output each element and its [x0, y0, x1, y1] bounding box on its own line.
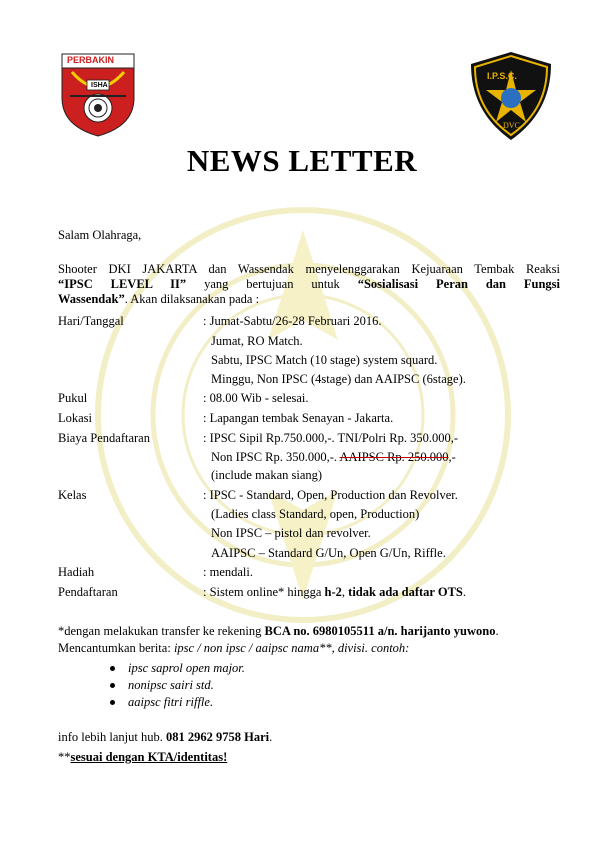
kelas-label: Kelas: [58, 488, 87, 502]
kelas-value: : IPSC - Standard, Open, Production dan Revolver.: [203, 488, 458, 502]
page-title: NEWS LETTER: [186, 143, 418, 178]
hari-extra-3: Minggu, Non IPSC (4stage) dan AAIPSC (6stage).: [211, 372, 466, 386]
intro-line-1: Shooter DKI JAKARTA dan Wassendak menyelenggarakan Kejuaraan Tembak Reaksi: [58, 262, 560, 276]
hadiah-label: Hadiah: [58, 565, 95, 579]
example-list: [110, 660, 245, 711]
dvc-mark-text: DVC: [503, 121, 520, 130]
greeting: Salam Olahraga,: [58, 228, 142, 242]
bullet-icon: [110, 666, 115, 671]
ipsc-logo-text: I.P.S.C.: [487, 71, 517, 81]
identity-note: **sesuai dengan KTA/identitas!: [58, 750, 228, 764]
perbakin-logo-text: PERBAKIN: [67, 55, 115, 65]
kelas-extra-3: AAIPSC – Standard G/Un, Open G/Un, Riffle.: [211, 546, 446, 560]
intro-line-2: “IPSC LEVEL II” yang bertujuan untuk “Sosialisasi Peran dan Fungsi: [58, 277, 561, 291]
pukul-value: : 08.00 Wib - selesai.: [203, 391, 309, 405]
info-contact: info lebih lanjut hub. 081 2962 9758 Hari.: [58, 730, 273, 744]
pukul-label: Pukul: [58, 391, 88, 405]
biaya-extra-1: Non IPSC Rp. 350.000,-. AAIPSC Rp. 250.000,-: [211, 450, 456, 464]
berita-note: Mencantumkan berita: ipsc / non ipsc / aaipsc nama**, divisi. contoh:: [58, 641, 410, 655]
kelas-extra-2: Non IPSC – pistol dan revolver.: [211, 526, 371, 540]
list-item: aaipsc fitri riffle.: [110, 694, 245, 711]
biaya-struck-price: AAIPSC Rp. 250.000: [339, 450, 449, 464]
pendaftaran-label: Pendaftaran: [58, 585, 118, 599]
bullet-icon: [110, 700, 115, 705]
hari-extra-2: Sabtu, IPSC Match (10 stage) system squard.: [211, 353, 438, 367]
lokasi-value: : Lapangan tembak Senayan - Jakarta.: [203, 411, 394, 425]
list-item: ipsc saprol open major.: [110, 660, 245, 677]
biaya-label: Biaya Pendaftaran: [58, 431, 150, 445]
hari-extra-1: Jumat, RO Match.: [211, 334, 303, 348]
kelas-extra-1: (Ladies class Standard, open, Production): [211, 507, 420, 521]
transfer-note: *dengan melakukan transfer ke rekening BCA no. 6980105511 a/n. harijanto yuwono.: [58, 624, 499, 638]
hadiah-value: : mendali.: [203, 565, 253, 579]
hari-label: Hari/Tanggal: [58, 314, 124, 328]
intro-line-3: Wassendak”. Akan dilaksanakan pada :: [58, 292, 260, 306]
hari-value: : Jumat-Sabtu/26-28 Februari 2016.: [203, 314, 382, 328]
bullet-icon: [110, 683, 115, 688]
list-item: nonipsc sairi std.: [110, 677, 245, 694]
lokasi-label: Lokasi: [58, 411, 93, 425]
isha-badge-text: ISHA: [91, 82, 108, 89]
biaya-value: : IPSC Sipil Rp.750.000,-. TNI/Polri Rp. 350.000,-: [203, 431, 459, 445]
pendaftaran-value: : Sistem online* hingga h-2, tidak ada daftar OTS.: [203, 585, 467, 599]
biaya-extra-2: (include makan siang): [211, 468, 323, 482]
